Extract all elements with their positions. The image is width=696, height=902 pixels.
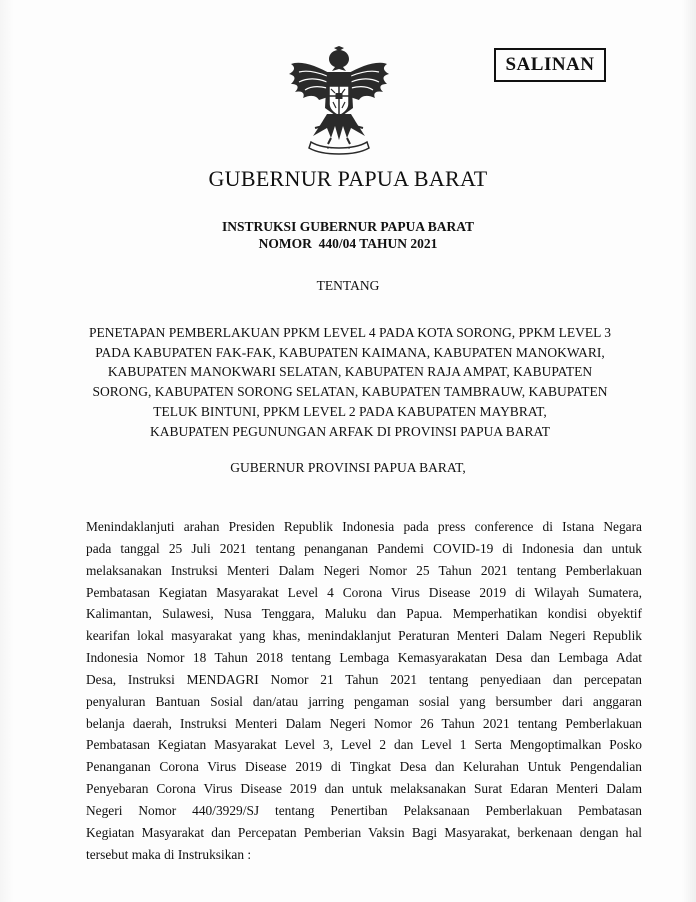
instruction-title: INSTRUKSI GUBERNUR PAPUA BARAT xyxy=(222,219,474,234)
body-line: belanja daerah, Instruksi Menteri Dalam Negeri Nomor 26 Tahun 2021 tentang Pemberlakuan xyxy=(86,715,642,731)
body-line: Penyebaran Corona Virus Disease 2019 dan untuk melaksanakan Surat Edaran Menteri Dalam xyxy=(86,781,642,797)
instruction-heading xyxy=(0,218,696,252)
about-label: TENTANG xyxy=(316,278,380,293)
body-line: Penanganan Corona Virus Disease 2019 di Tingkat Desa dan Kelurahan Untuk Pengendalian xyxy=(86,759,642,775)
garuda-emblem-icon xyxy=(287,46,391,158)
subject-line: SORONG, KABUPATEN SORONG SELATAN, KABUPATEN TAMBRAUW, KABUPATEN xyxy=(92,384,608,400)
subject-block xyxy=(80,323,620,441)
body-line: Desa, Instruksi MENDAGRI Nomor 21 Tahun 2021 tentang penyediaan dan percepatan xyxy=(86,671,642,687)
body-paragraph xyxy=(86,516,642,866)
body-line: Kegiatan Masyarakat dan Percepatan Pemberian Vaksin Bagi Masyarakat, berkenaan dengan hal xyxy=(86,824,642,840)
subject-line: KABUPATEN PEGUNUNGAN ARFAK DI PROVINSI PAPUA BARAT xyxy=(149,423,551,439)
body-line: melaksanakan Instruksi Menteri Dalam Negeri Nomor 25 Tahun 2021 tentang Pemberlakuan xyxy=(86,562,642,578)
body-line: penyaluran Bantuan Sosial dan/atau jarring pengaman sosial yang bersumber dari anggaran xyxy=(86,693,642,709)
instruction-number: NOMOR 440/04 TAHUN 2021 xyxy=(258,236,438,251)
body-line: Menindaklanjuti arahan Presiden Republik Indonesia pada press conference di Istana Negara xyxy=(86,519,642,534)
body-line: Pembatasan Kegiatan Masyarakat Level 3, Level 2 dan Level 1 Serta Mengoptimalkan Posko xyxy=(86,737,642,753)
body-line: Kalimantan, Sulawesi, Nusa Tenggara, Maluku dan Papua. Memperhatikan kondisi obyektif xyxy=(86,606,642,622)
salinan-stamp: SALINAN xyxy=(494,48,606,82)
governor-title: GUBERNUR PAPUA BARAT xyxy=(208,166,488,191)
addressee-heading: GUBERNUR PROVINSI PAPUA BARAT, xyxy=(230,460,466,475)
body-line: kearifan lokal masyarakat yang khas, menindaklanjut Peraturan Menteri Dalam Negeri Republik xyxy=(86,628,642,644)
subject-line: TELUK BINTUNI, PPKM LEVEL 2 PADA KABUPATEN MAYBRAT, xyxy=(153,403,547,419)
subject-line: PADA KABUPATEN FAK-FAK, KABUPATEN KAIMANA, KABUPATEN MANOKWARI, xyxy=(95,344,605,360)
subject-line: PENETAPAN PEMBERLAKUAN PPKM LEVEL 4 PADA KOTA SORONG, PPKM LEVEL 3 xyxy=(88,325,612,340)
body-line: Negeri Nomor 440/3929/SJ tentang Penertiban Pelaksanaan Pemberlakuan Pembatasan xyxy=(86,802,642,818)
subject-line: KABUPATEN MANOKWARI SELATAN, KABUPATEN RAJA AMPAT, KABUPATEN xyxy=(107,364,593,380)
body-line: pada tanggal 25 Juli 2021 tentang penanganan Pandemi COVID-19 di Indonesia dan untuk xyxy=(86,540,642,556)
body-line: Indonesia Nomor 18 Tahun 2018 tentang Lembaga Kemasyarakatan Desa dan Lembaga Adat xyxy=(86,650,642,666)
body-line: tersebut maka di Instruksikan : xyxy=(86,846,252,862)
body-line: Pembatasan Kegiatan Masyarakat Level 4 Corona Virus Disease 2019 di Wilayah Sumatera, xyxy=(86,584,642,600)
